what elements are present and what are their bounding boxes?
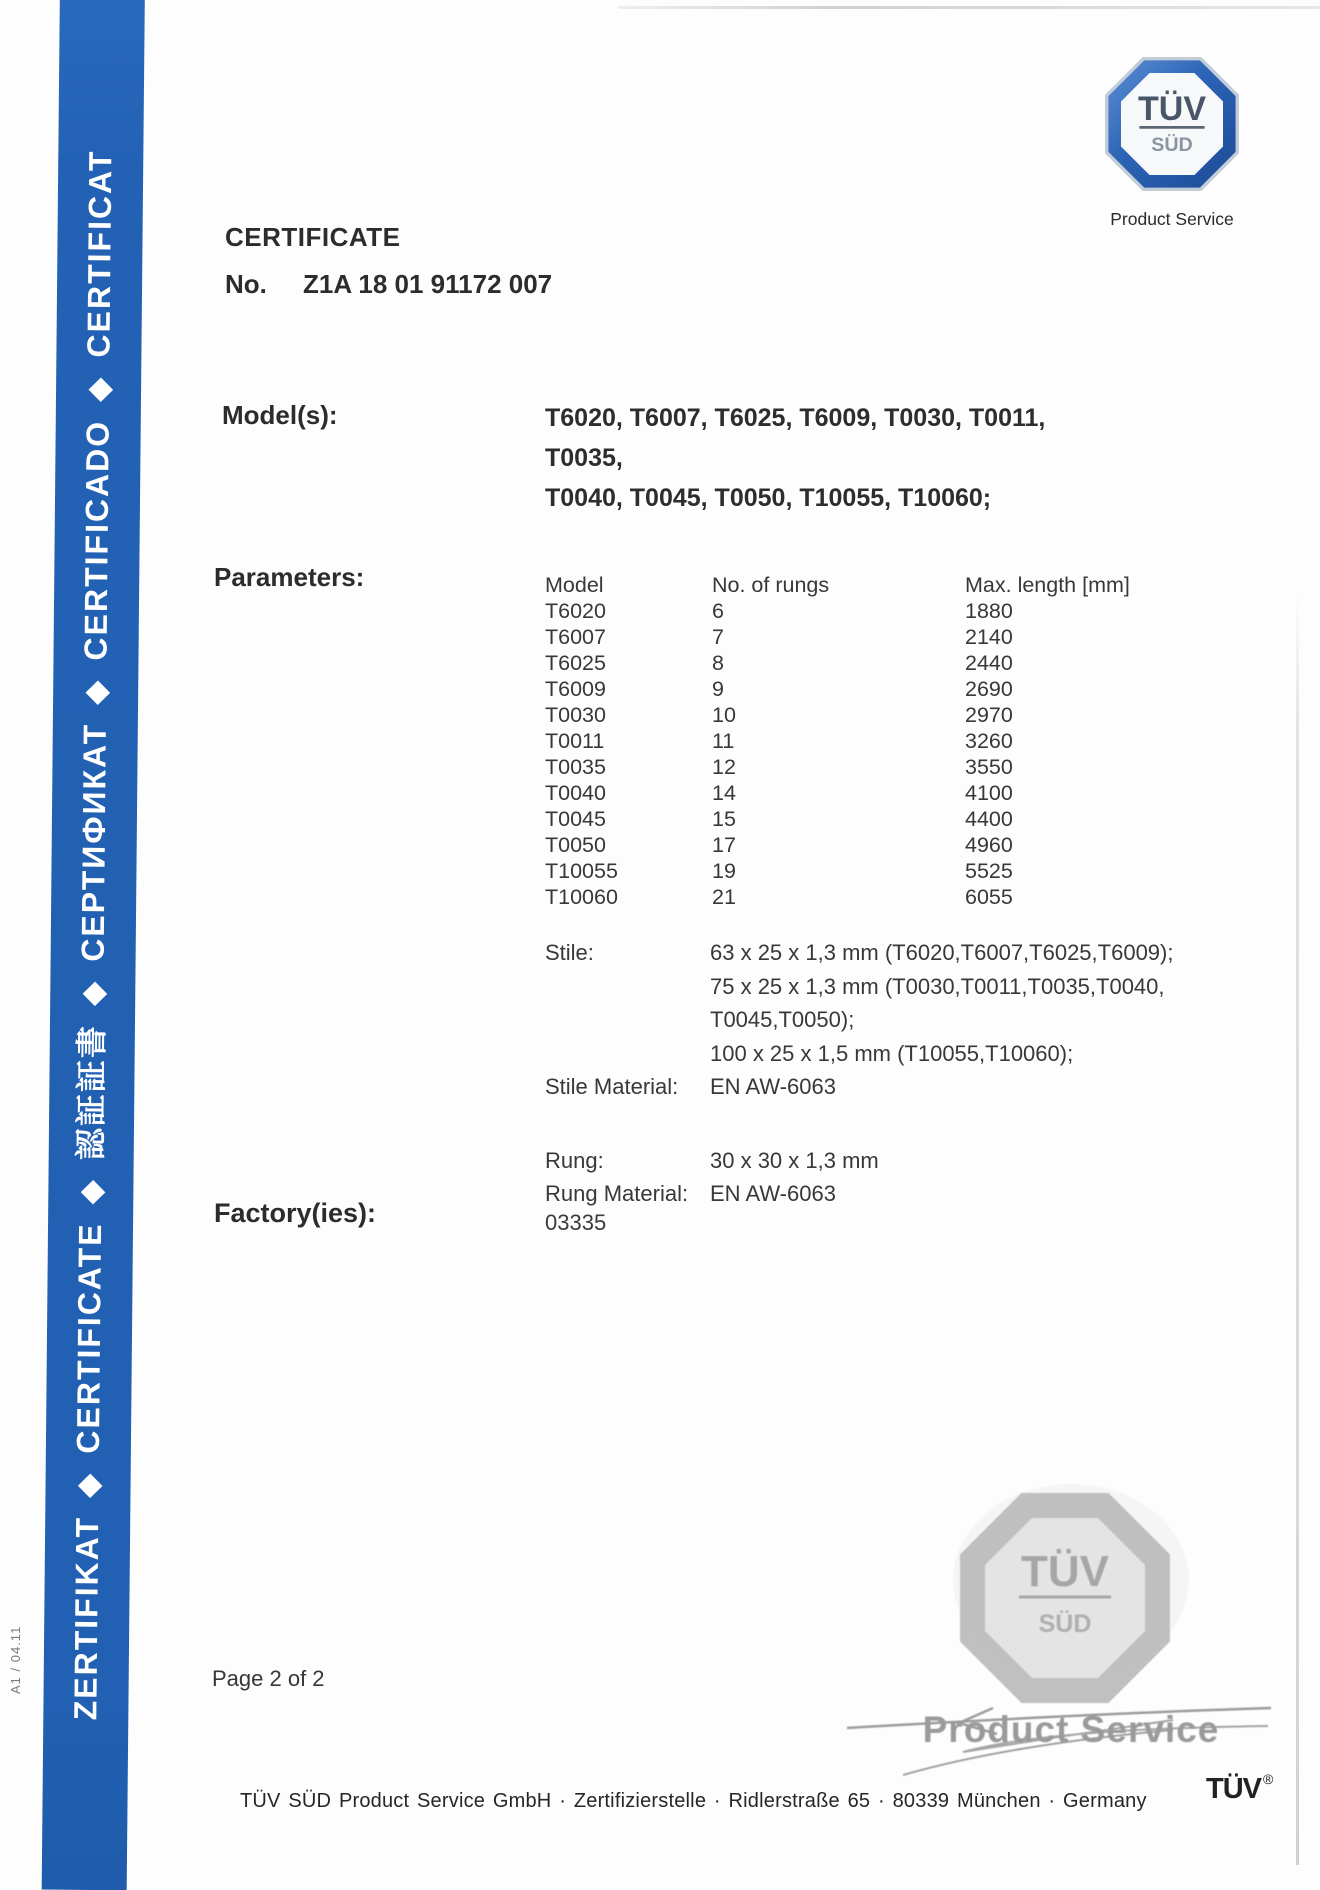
table-cell: T0035: [545, 755, 606, 779]
parameters-label: Parameters:: [214, 562, 365, 592]
table-cell: 12: [712, 755, 736, 779]
scan-artifact-top-line: [618, 6, 1320, 9]
stile-line: 63 x 25 x 1,3 mm (T6020,T6007,T6025,T6009);: [710, 940, 1174, 965]
table-cell: 14: [712, 781, 736, 805]
table-cell: 4100: [965, 781, 1013, 805]
table-header-rungs: No. of rungs: [712, 573, 830, 597]
rung-material-label: Rung Material:: [545, 1181, 689, 1206]
stile-material-value: EN AW-6063: [710, 1074, 836, 1099]
table-cell: T0045: [545, 807, 606, 831]
tuv-sud-logo: [1098, 56, 1246, 230]
table-cell: T6020: [545, 599, 606, 623]
table-cell: T6025: [545, 651, 606, 675]
table-cell: T0011: [545, 729, 605, 753]
registered-mark-icon: ®: [1263, 1771, 1274, 1788]
table-cell: 6055: [965, 885, 1013, 909]
certificate-number: Z1A 18 01 91172 007: [303, 269, 553, 299]
table-cell: T6007: [545, 625, 606, 649]
certificate-no-label: No.: [225, 269, 267, 299]
table-cell: 5525: [965, 859, 1013, 883]
models-line: T0040, T0045, T0050, T10055, T10060;: [545, 484, 992, 512]
stile-line: T0045,T0050);: [710, 1007, 855, 1032]
stile-rung-section: [545, 936, 1190, 1211]
table-cell: 7: [712, 625, 724, 649]
stile-line: 100 x 25 x 1,5 mm (T10055,T10060);: [710, 1040, 1074, 1066]
table-cell: 10: [712, 703, 736, 727]
certificate-title: CERTIFICATE: [225, 222, 401, 252]
footer-tuv-wordmark: [1206, 1771, 1274, 1806]
banner-text: ZERTIFIKAT ◆ CERTIFICATE ◆ 認証証書 ◆ СЕРТИФИКАТ ◆ CERTIFICADO ◆ CERTIFICAT: [67, 149, 119, 1721]
table-cell: 11: [712, 729, 735, 753]
stile-material-label: Stile Material:: [545, 1074, 679, 1099]
stamp-tuv-text: TÜV: [1021, 1547, 1109, 1596]
table-cell: 2440: [965, 651, 1013, 675]
table-cell: 9: [712, 677, 724, 701]
table-cell: T6009: [545, 677, 606, 701]
scan-artifact-right-line: [1296, 585, 1299, 1865]
table-cell: 15: [712, 807, 736, 831]
table-cell: 6: [712, 599, 724, 623]
footer-brand-text: TÜV: [1206, 1773, 1261, 1805]
rung-material-value: EN AW-6063: [710, 1181, 836, 1206]
table-cell: 21: [712, 885, 736, 909]
table-cell: 3550: [965, 755, 1013, 779]
rung-label: Rung:: [545, 1147, 604, 1173]
models-line: T6020, T6007, T6025, T6009, T0030, T0011,: [545, 404, 1046, 432]
stile-line: 75 x 25 x 1,3 mm (T0030,T0011,T0035,T0040,: [710, 973, 1165, 999]
table-cell: 19: [712, 859, 736, 883]
table-cell: 1880: [965, 599, 1013, 623]
table-cell: 4400: [965, 807, 1013, 831]
models-label: Model(s):: [222, 400, 338, 430]
tuv-sud-stamp: [843, 1480, 1275, 1782]
stile-label: Stile:: [545, 940, 594, 965]
certificate-side-banner: [42, 0, 145, 1890]
certificate-number-line: [225, 269, 552, 300]
factories-label: Factory(ies):: [214, 1198, 377, 1228]
table-header-max-length: Max. length [mm]: [965, 573, 1130, 597]
stamp-octagon-icon: [843, 1480, 1275, 1782]
table-cell: 2970: [965, 703, 1013, 727]
table-cell: 3260: [965, 729, 1013, 753]
table-cell: T0030: [545, 703, 606, 727]
factories-value: 03335: [545, 1210, 607, 1235]
table-cell: T0040: [545, 781, 606, 805]
models-line: T0035,: [545, 444, 623, 472]
table-cell: 4960: [965, 833, 1013, 857]
table-cell: 2690: [965, 677, 1013, 701]
logo-caption: Product Service: [1110, 209, 1234, 229]
parameters-table: [545, 572, 1175, 910]
stamp-sud-text: SÜD: [1038, 1610, 1092, 1638]
logo-sud-text: SÜD: [1151, 134, 1193, 157]
models-list: [545, 398, 1045, 518]
table-cell: T0050: [545, 833, 606, 857]
footer-address: TÜV SÜD Product Service GmbH · Zertifizierstelle · Ridlerstraße 65 · 80339 München · Germany: [240, 1790, 1147, 1812]
table-cell: T10055: [545, 859, 618, 883]
table-cell: 17: [712, 833, 736, 857]
table-cell: T10060: [545, 885, 618, 909]
tuv-sud-octagon-icon: [1104, 56, 1240, 192]
form-revision-note: A1 / 04.11: [8, 1625, 23, 1694]
stamp-caption-text: Product Service: [922, 1709, 1220, 1750]
table-header-model: Model: [545, 573, 604, 597]
table-cell: 2140: [965, 625, 1013, 649]
certificate-heading: [225, 222, 552, 300]
logo-tuv-text: TÜV: [1138, 89, 1206, 128]
rung-value: 30 x 30 x 1,3 mm: [710, 1147, 879, 1173]
table-cell: 8: [712, 651, 724, 675]
page-number: Page 2 of 2: [212, 1666, 325, 1691]
